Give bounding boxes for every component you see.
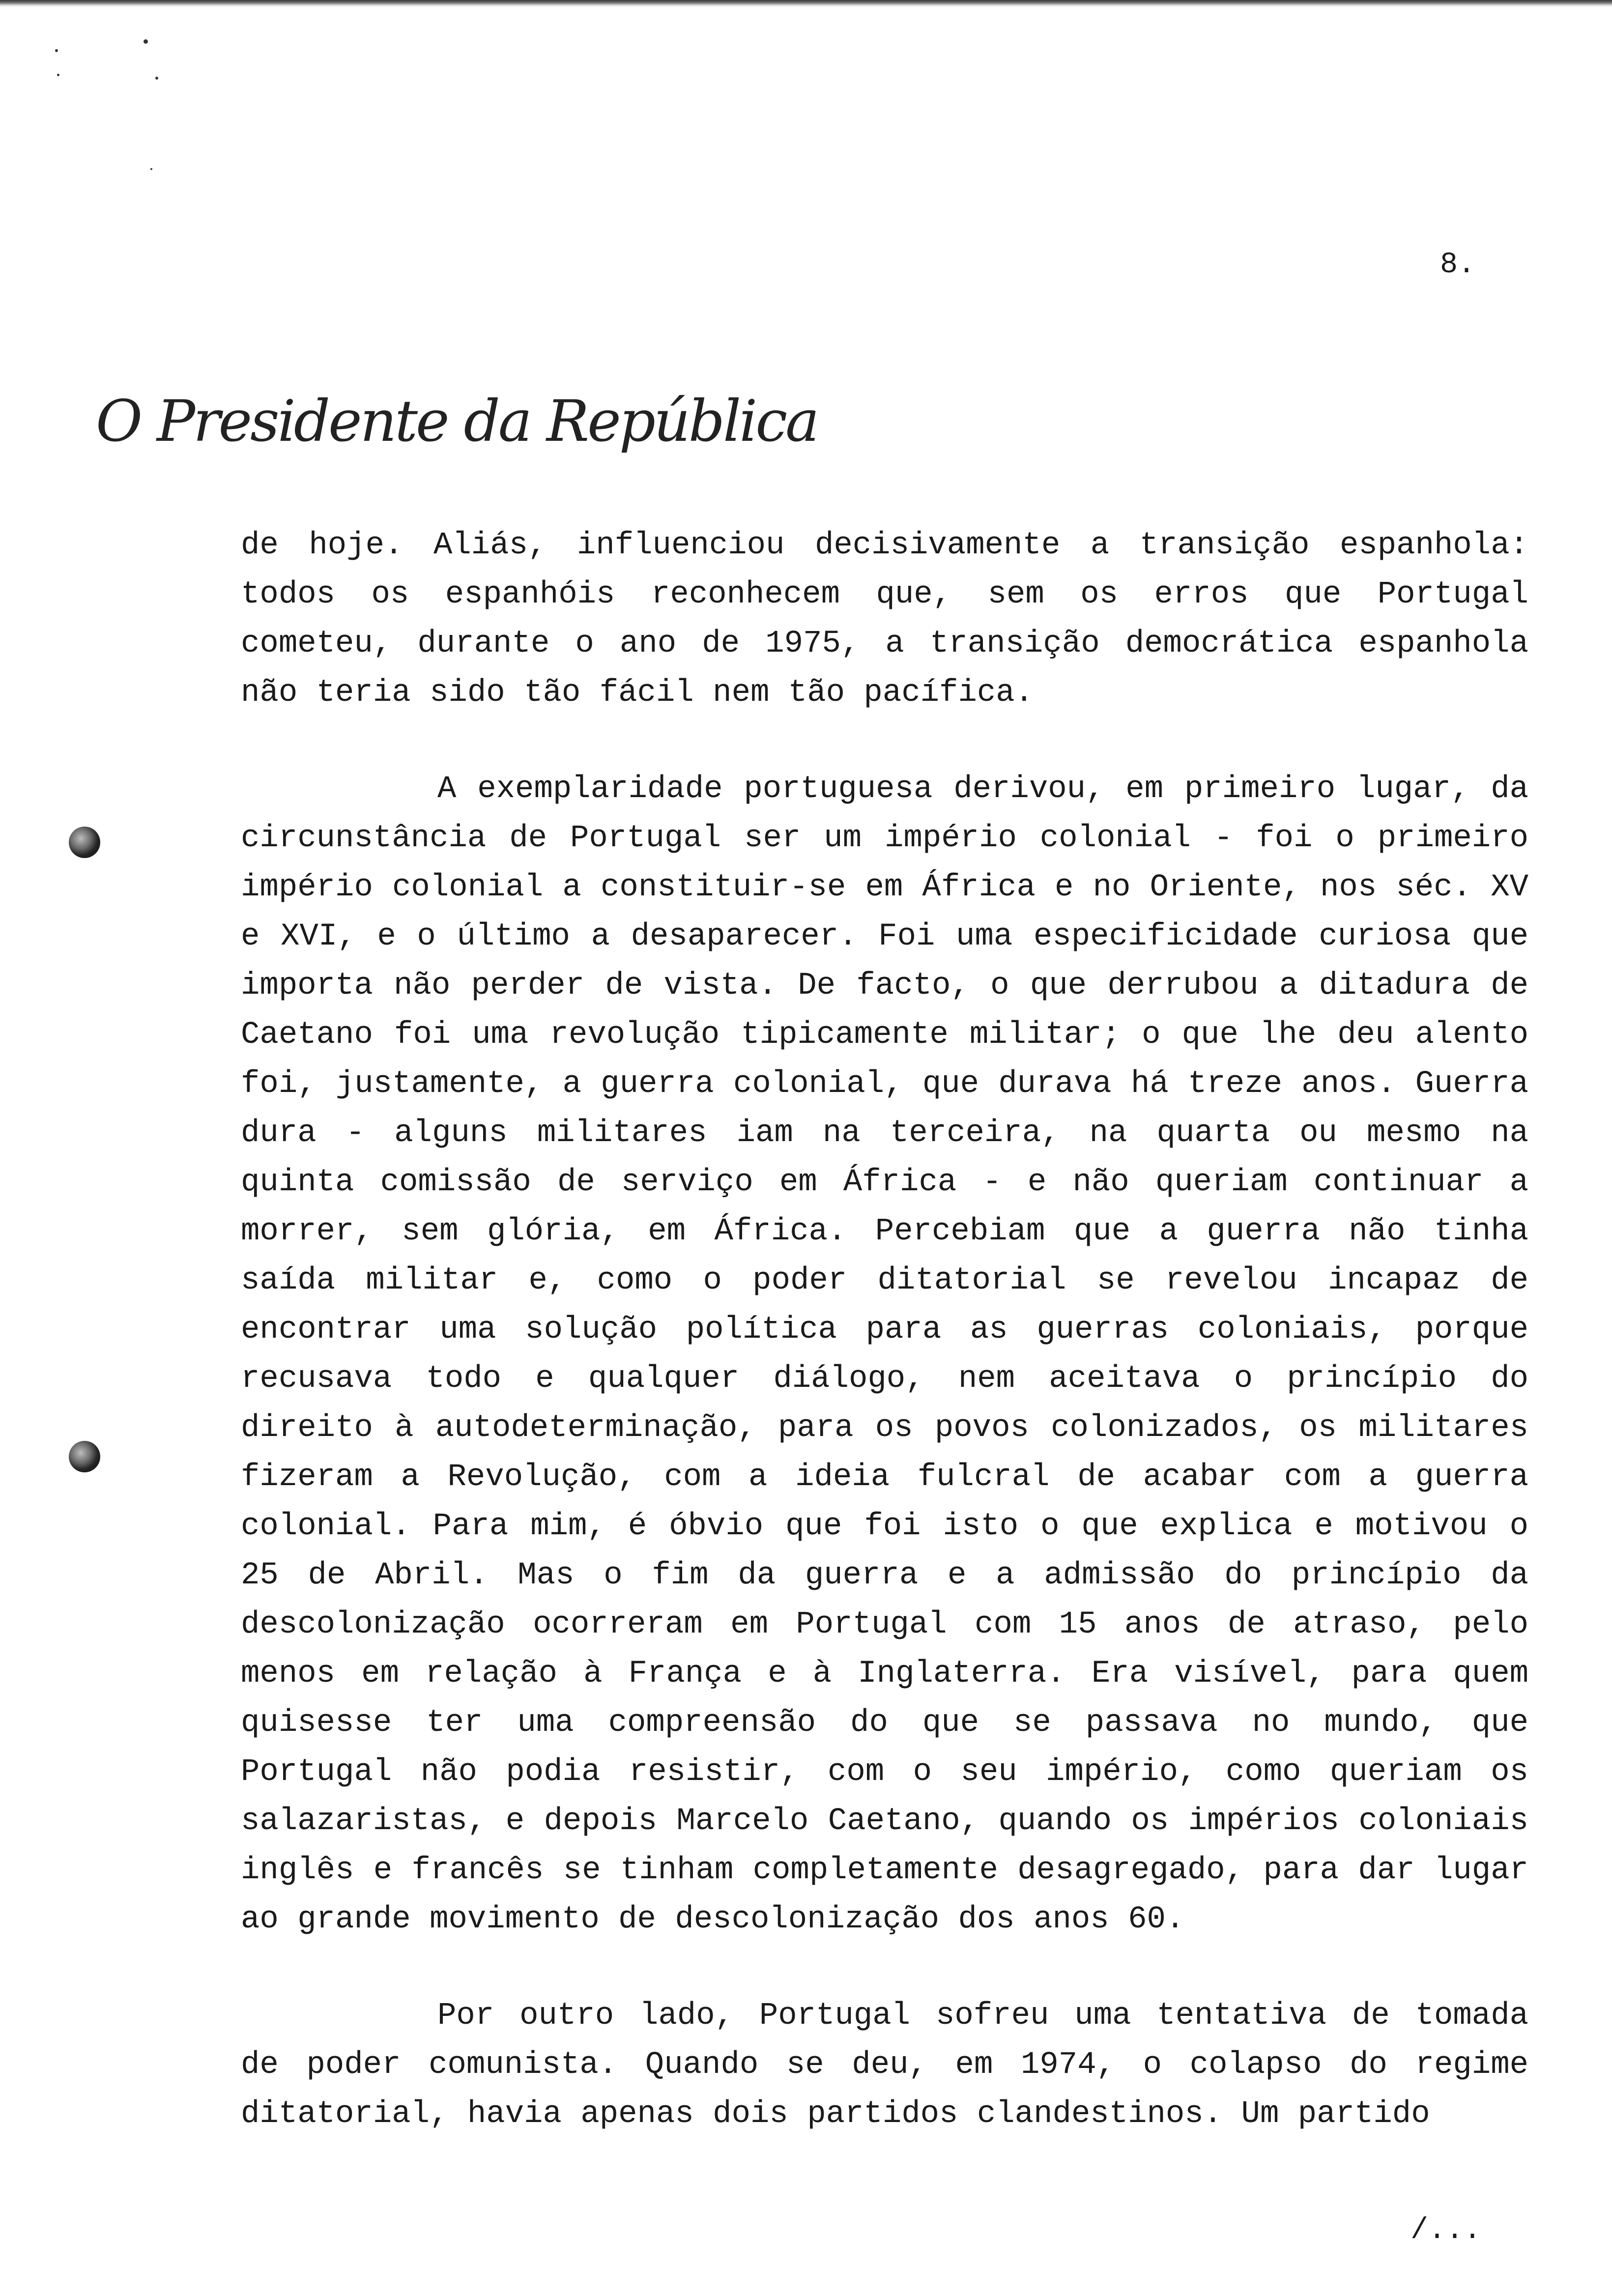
continuation-mark: /...: [1410, 2214, 1482, 2247]
paragraph-exemplaridade: A exemplaridade portuguesa derivou, em primeiro lugar, da circunstância de Portugal ser um império colonial - foi o primeiro império colonial a constituir-se em África e no Oriente, nos séc. XV e XVI, e o último a desaparecer. Foi uma especificidade curiosa que importa não perder de vista. De facto, o que derrubou a ditadura de Caetano foi uma revolução tipicamente militar; o que lhe deu alento foi, justamente, a guerra colonial, que durava há treze anos. Guerra dura - alguns militares iam na terceira, na quarta ou mesmo na quinta comissão de serviço em África - e não queriam continuar a morrer, sem glória, em África. Percebiam que a guerra não tinha saída militar e, como o poder ditatorial se revelou incapaz de encontrar uma solução política para as guerras coloniais, porque recusava todo e qualquer diálogo, nem aceitava o princípio do direito à autodeterminação, para os povos colonizados, os militares fizeram a Revolução, com a ideia fulcral de acabar com a guerra colonial. Para mim, é óbvio que foi isto o que explica e motivou o 25 de Abril. Mas o fim da guerra e a admissão do princípio da descolonização ocorreram em Portugal com 15 anos de atraso, pelo menos em relação à França e à Inglaterra. Era visível, para quem quisesse ter uma compreensão do que se passava no mundo, que Portugal não podia resistir, com o seu império, como queriam os salazaristas, e depois Marcelo Caetano, quando os impérios coloniais inglês e francês se tinham completamente desagregado, para dar lugar ao grande movimento de descolonização dos anos 60.: [241, 772, 1528, 1937]
paragraph-outro-lado: Por outro lado, Portugal sofreu uma tentativa de tomada de poder comunista. Quando se deu, em 1974, o colapso do regime ditatorial, havia apenas dois partidos clandestinos. Um partido: [241, 1998, 1528, 2132]
scan-speck: [55, 49, 58, 52]
paragraph-continued: de hoje. Aliás, influenciou decisivamente a transição espanhola: todos os espanhóis reconhecem que, sem os erros que Portugal cometeu, durante o ano de 1975, a transição democrática espanhola não teria sido tão fácil nem tão pacífica.: [241, 528, 1528, 711]
letter-body: [241, 521, 1528, 2139]
letterhead-title: O Presidente da República: [96, 388, 818, 455]
scan-speck: [155, 77, 158, 80]
scan-speck: [144, 39, 148, 44]
scan-speck: [150, 168, 152, 170]
page-number: 8.: [1440, 248, 1476, 282]
punch-hole-top: [69, 827, 100, 858]
scan-top-edge: [0, 0, 1612, 7]
scan-speck: [57, 74, 59, 76]
punch-hole-bottom: [69, 1441, 100, 1472]
